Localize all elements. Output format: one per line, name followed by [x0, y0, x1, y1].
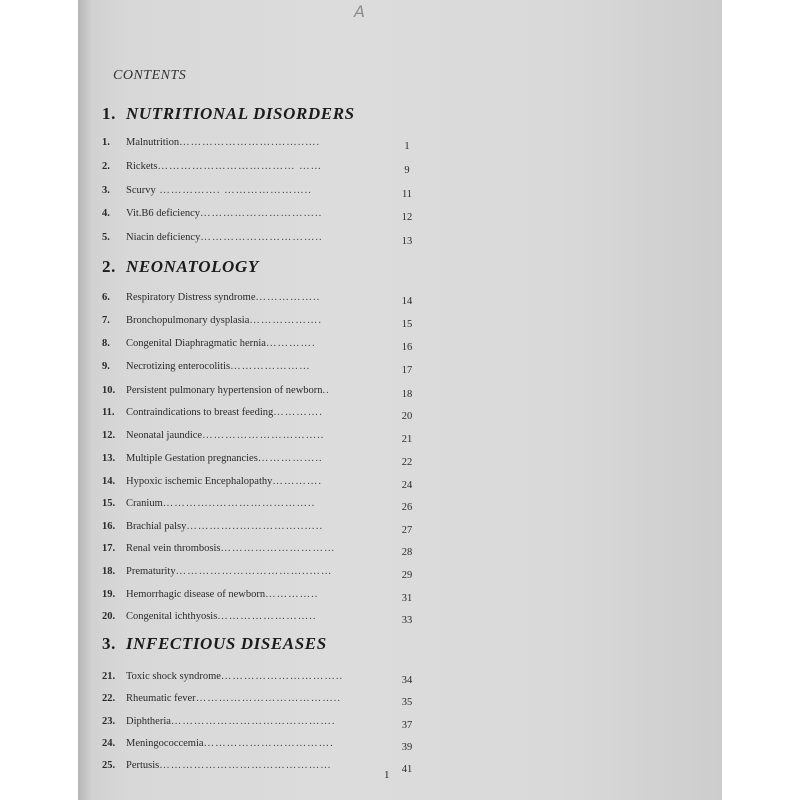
entry-leader: …………………….……..….: [179, 137, 321, 148]
entry-title: Congenital Diaphragmatic hernia: [126, 338, 266, 349]
entry-leader: …………………………..: [220, 671, 344, 682]
entry-number: 3.: [102, 185, 110, 196]
entry-number: 8.: [102, 338, 110, 349]
section-title: INFECTIOUS DISEASES: [125, 634, 327, 653]
entry-title: Pertusis: [126, 760, 160, 771]
entry-page: 41: [401, 764, 413, 775]
entry-title: Renal vein thrombosis: [126, 543, 221, 554]
entry-number: 23.: [102, 716, 116, 727]
entry-number: 24.: [102, 738, 116, 749]
entry-leader: ………………………………..: [195, 693, 341, 704]
entry-number: 11.: [102, 407, 115, 418]
entry-number: 7.: [102, 315, 110, 326]
entry-title: Prematurity: [126, 566, 176, 577]
entry-title: Bronchopulmonary dysplasia: [126, 315, 250, 326]
entry-number: 4.: [102, 208, 110, 219]
entry-leader: ………………………………………: [159, 760, 332, 771]
section-title: NUTRITIONAL DISORDERS: [125, 104, 355, 123]
entry-leader: ……………..: [255, 292, 321, 303]
entry-page: 39: [401, 742, 413, 753]
contents-heading: CONTENTS: [113, 68, 187, 83]
entry-number: 16.: [102, 521, 116, 532]
toc-entry[interactable]: [102, 716, 413, 732]
entry-title: Hypoxic ischemic Encephalopathy: [126, 476, 273, 487]
entry-title: Rheumatic fever: [126, 693, 196, 704]
entry-leader: ……………. …………………..: [155, 185, 312, 196]
entry-title: Toxic shock syndrome: [126, 671, 221, 682]
entry-page: 28: [401, 547, 413, 558]
entry-title: Niacin deficiency: [126, 232, 201, 243]
toc-entry[interactable]: [102, 566, 413, 582]
toc-entry[interactable]: [102, 453, 413, 469]
entry-leader: ………….: [272, 476, 322, 487]
entry-page: 22: [401, 457, 413, 468]
entry-page: 24: [401, 480, 413, 491]
toc-entry[interactable]: [102, 185, 413, 201]
entry-title: Scurvy: [126, 185, 156, 196]
entry-leader: …………..……………..…..: [186, 521, 324, 532]
entry-title: Diphtheria: [126, 716, 171, 727]
entry-leader: …………………: [230, 361, 311, 372]
toc-entry[interactable]: [102, 611, 413, 627]
entry-title: Multiple Gestation pregnancies: [126, 453, 258, 464]
entry-page: 14: [401, 296, 413, 307]
entry-leader: ……………….: [249, 315, 322, 326]
entry-number: 15.: [102, 498, 116, 509]
toc-entry[interactable]: [102, 589, 413, 605]
toc-entry[interactable]: [102, 498, 413, 514]
entry-page: 34: [401, 675, 413, 686]
entry-page: 18: [401, 389, 413, 400]
entry-page: 35: [401, 697, 413, 708]
entry-number: 14.: [102, 476, 116, 487]
entry-page: 15: [401, 319, 413, 330]
entry-leader: …………………………….: [203, 738, 334, 749]
toc-entry[interactable]: [102, 232, 413, 248]
entry-leader: …………..……………………..: [162, 498, 316, 509]
entry-number: 20.: [102, 611, 116, 622]
entry-title: Hemorrhagic disease of newborn: [126, 589, 266, 600]
section-title: NEONATOLOGY: [125, 257, 259, 276]
document-page: [78, 0, 722, 800]
entry-title: Malnutrition: [126, 137, 180, 148]
entry-title: Cranium: [126, 498, 163, 509]
section-number: 3.: [102, 634, 116, 653]
entry-number: 10.: [102, 385, 116, 396]
entry-page: 33: [401, 615, 413, 626]
entry-leader: …………………………: [220, 543, 336, 554]
page-number: 1: [384, 769, 390, 781]
entry-title: Contraindications to breast feeding: [126, 407, 274, 418]
entry-title: Meningococcemia: [126, 738, 204, 749]
toc-entry[interactable]: [102, 693, 413, 709]
entry-page: 21: [401, 434, 413, 445]
section-heading-infectious: [102, 634, 327, 654]
section-number: 2.: [102, 257, 116, 276]
entry-title: Respiratory Distress syndrome: [126, 292, 256, 303]
entry-title: Necrotizing enterocolitis: [126, 361, 231, 372]
entry-page: 12: [401, 212, 413, 223]
entry-number: 18.: [102, 566, 116, 577]
toc-entry[interactable]: [102, 430, 413, 446]
section-heading-nutritional: [102, 104, 355, 124]
entry-title: Rickets: [126, 161, 158, 172]
entry-leader: ……………………………… ……: [157, 161, 323, 172]
entry-number: 12.: [102, 430, 116, 441]
toc-entry[interactable]: [102, 476, 413, 492]
toc-entry[interactable]: [102, 315, 413, 331]
entry-number: 5.: [102, 232, 110, 243]
entry-leader: …………………………..: [200, 208, 323, 219]
entry-number: 1.: [102, 137, 110, 148]
entry-number: 21.: [102, 671, 116, 682]
toc-entry[interactable]: [102, 385, 413, 401]
entry-title: Vit.B6 deficiency: [126, 208, 201, 219]
entry-leader: ……………………………..……: [175, 566, 333, 577]
entry-number: 25.: [102, 760, 116, 771]
entry-page: 31: [401, 593, 413, 604]
entry-title: Brachial palsy: [126, 521, 187, 532]
toc-entry[interactable]: [102, 292, 413, 308]
entry-title: Persistent pulmonary hypertension of newborn: [126, 385, 323, 396]
entry-page: 27: [401, 525, 413, 536]
toc-entry[interactable]: [102, 137, 410, 153]
toc-entry[interactable]: [102, 407, 413, 423]
entry-number: 22.: [102, 693, 116, 704]
entry-page: 16: [401, 342, 413, 353]
entry-page: 37: [401, 720, 413, 731]
entry-leader: …………..: [265, 589, 319, 600]
entry-page: 29: [401, 570, 413, 581]
entry-leader: ………….: [273, 407, 323, 418]
toc-entry[interactable]: [102, 521, 413, 537]
entry-page: 26: [401, 502, 413, 513]
toc-entry[interactable]: [102, 760, 413, 776]
entry-leader: ………….: [265, 338, 316, 349]
toc-entry[interactable]: [102, 543, 413, 559]
entry-leader: …………………………………….: [170, 716, 336, 727]
entry-page: 13: [401, 236, 413, 247]
entry-leader: …………………………..: [202, 430, 325, 441]
entry-leader: ……………..: [257, 453, 323, 464]
entry-number: 13.: [102, 453, 116, 464]
toc-entry[interactable]: [102, 361, 413, 377]
section-heading-neonatology: [102, 257, 259, 277]
entry-page: 1: [404, 141, 410, 152]
entry-number: 9.: [102, 361, 110, 372]
toc-entry[interactable]: [102, 671, 413, 687]
entry-number: 2.: [102, 161, 110, 172]
pencil-mark: A: [354, 2, 365, 21]
entry-page: 9: [404, 165, 410, 176]
entry-page: 20: [401, 411, 413, 422]
entry-leader: ……………………..: [217, 611, 317, 622]
entry-number: 19.: [102, 589, 116, 600]
toc-entry[interactable]: [102, 738, 413, 754]
entry-page: 17: [401, 365, 413, 376]
toc-entry[interactable]: [102, 338, 413, 354]
section-number: 1.: [102, 104, 116, 123]
entry-number: 6.: [102, 292, 110, 303]
entry-leader: ..: [322, 385, 330, 396]
toc-entry[interactable]: [102, 208, 413, 224]
entry-page: 11: [401, 189, 413, 200]
entry-title: Congenital ichthyosis: [126, 611, 218, 622]
entry-leader: …………………………..: [200, 232, 323, 243]
entry-title: Neonatal jaundice: [126, 430, 203, 441]
entry-number: 17.: [102, 543, 116, 554]
toc-entry[interactable]: [102, 161, 410, 177]
